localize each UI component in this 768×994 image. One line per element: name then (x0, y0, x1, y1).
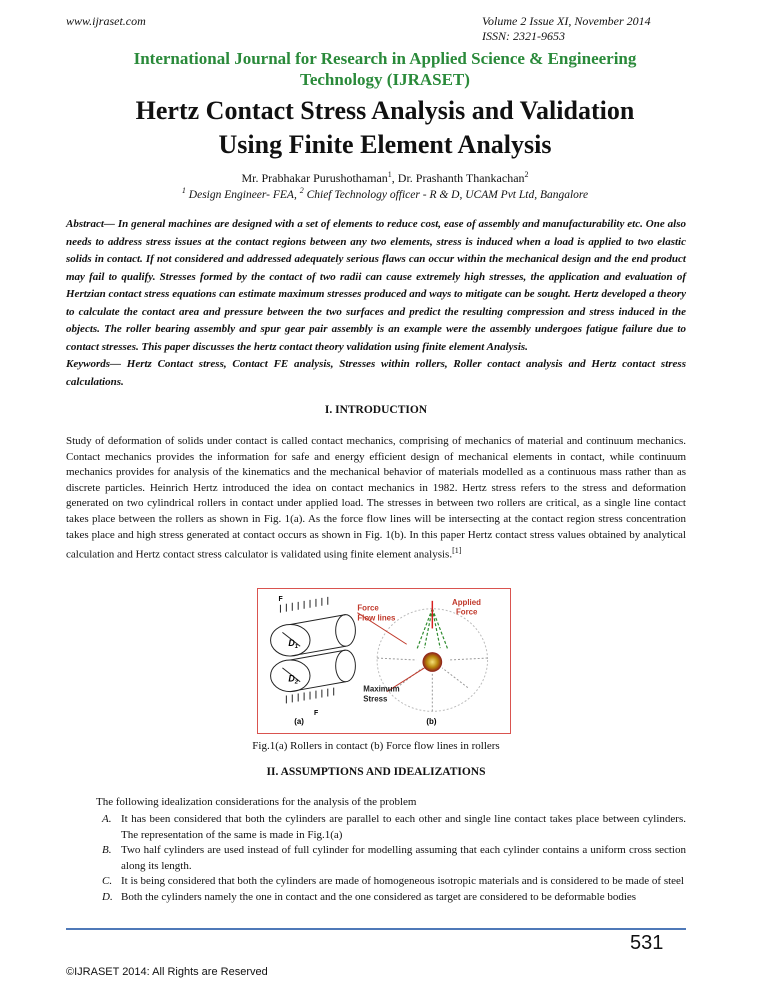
list-marker: D. (102, 890, 113, 903)
list-item (66, 874, 686, 890)
label-applied-force: Force (456, 607, 478, 617)
list-item-text: Both the cylinders namely the one in contact and the one considered as target are considered to be deformable bodies (121, 890, 637, 903)
assumptions-intro: The following idealization considerations for the analysis of the problem (96, 796, 417, 808)
header-issn: ISSN: 2321-9653 (482, 29, 565, 43)
keywords: Keywords— Hertz Contact stress, Contact FE analysis, Stresses within rollers, Roller contact analysis and Hertz contact stress calculations. (66, 358, 686, 388)
label-d2: $D_2$ (288, 673, 299, 686)
section-heading-introduction: I. INTRODUCTION (324, 404, 428, 416)
section-heading-assumptions: II. ASSUMPTIONS AND IDEALIZATIONS (266, 766, 486, 778)
label-applied: Applied (452, 597, 481, 607)
footer-divider (66, 928, 686, 930)
abstract-text: Abstract— In general machines are designed with a set of elements to reduce cost, ease of assembly and manufacturability etc. One also needs to address stress issues at the contact regions between any two elements, stress is induced when a load is applied to two elastic solids in contact. If not considered and addressed adequately serious flaws can occur within the mechanical design and the end product may fail to qualify. Stresses formed by the contact of two radii can cause extremely high stresses, the application and evaluation of Hertzian contact stress equations can estimate maximum stresses produced and ways to mitigate can be sought. Hertz developed a theory to calculate the contact area and pressure between the two surfaces and predict the resulting compression and stress induced in the objects. The roller bearing assembly and spur gear pair assembly is an example were the assembly undergoes fatigue failure due to contact stresses. This paper discusses the hertz contact theory validation using finite element Analysis. (66, 218, 686, 353)
list-item-text: Two half cylinders are used instead of full cylinder for modelling assuming that each cylinder contains a uniform cross section along its length. (121, 844, 686, 872)
label-force-b: F (313, 710, 319, 718)
top-force-arrows (280, 597, 327, 613)
title-line1: Hertz Contact Stress Analysis and Validation (135, 96, 635, 125)
header-volume-issn (482, 14, 651, 44)
affil-2: Chief Technology officer - R & D, UCAM Pvt Ltd, Bangalore (303, 188, 589, 201)
label-flow-lines: Flow lines (357, 613, 396, 623)
author-separator: , (391, 171, 398, 185)
bottom-force-arrows (286, 688, 333, 704)
rollers-diagram (271, 597, 356, 704)
page-number: 531 (630, 932, 664, 954)
abstract (66, 216, 686, 391)
header-volume: Volume 2 Issue XI, November 2014 (482, 14, 651, 28)
figure-1-graphic (258, 589, 510, 733)
list-marker: B. (102, 844, 112, 857)
list-item (66, 890, 686, 906)
affil-sup-2: 2 (299, 186, 304, 195)
author-2-sup: 2 (524, 170, 529, 179)
journal-name (80, 48, 690, 90)
label-force: Force (357, 603, 379, 613)
authors (60, 170, 710, 186)
author-1-sup: 1 (387, 170, 392, 179)
label-sub-b: (b) (426, 717, 437, 727)
list-item-text: It has been considered that both the cylinders are parallel to each other and single line contact takes place between cylinders. The representation of the same is made in Fig.1(a) (121, 813, 686, 841)
journal-name-line1: International Journal for Research in Applied Science & Engineering (133, 49, 637, 68)
label-sub-a: (a) (294, 717, 304, 727)
list-item (66, 843, 686, 874)
header-website: www.ijraset.com (66, 14, 146, 28)
label-stress: Stress (363, 694, 388, 704)
title-line2: Using Finite Element Analysis (218, 130, 552, 159)
journal-name-line2: Technology (IJRASET) (300, 70, 470, 89)
label-maximum: Maximum (363, 684, 400, 694)
affil-1: Design Engineer- FEA, (185, 188, 300, 201)
label-d1: $D_1$ (288, 638, 299, 651)
label-force-a: F (278, 595, 283, 603)
author-1: Mr. Prabhakar Purushothaman (241, 171, 388, 185)
introduction-paragraph (66, 434, 686, 563)
affil-sup-1: 1 (181, 186, 186, 195)
maximum-stress-point (422, 652, 442, 672)
citation-ref: [1] (452, 546, 462, 556)
assumptions-list (66, 812, 686, 906)
figure-1 (257, 588, 511, 734)
copyright: ©IJRASET 2014: All Rights are Reserved (66, 966, 268, 978)
figure-caption: Fig.1(a) Rollers in contact (b) Force flow lines in rollers (252, 740, 500, 752)
author-2: Dr. Prashanth Thankachan (397, 171, 525, 185)
list-marker: C. (102, 875, 113, 888)
introduction-text: Study of deformation of solids under contact is called contact mechanics, comprising of mechanics of material and continuum mechanics. Contact mechanics provides the information for safe and energy efficient design of mechanical elements in contact, while continuum mechanics provides for analysis of the kinematics and the mechanical behavior of materials modelled as a continuous mass rather than as discrete particles. Heinrich Hertz introduced the idea on contact mechanics in 1982. Hertz stress refers to the stress and deformation generated on two cylindrical rollers in contact under applied load. The stresses in between two rollers are critical, as a single line contact takes place between the rollers as shown in Fig. 1(a). As the force flow lines will be intersecting at the contact region stress concentration takes place and high stress generated at contact occurs as shown in Fig. 1(b). In this paper Hertz contact stress values obtained by analytical calculation and Hertz contact stress calculator is validated using finite element analysis. (66, 435, 686, 561)
list-item-text: It is being considered that both the cylinders are made of homogeneous isotropic materials and is considered to be made of steel (121, 875, 684, 888)
list-item (66, 812, 686, 843)
list-marker: A. (102, 813, 112, 825)
page-title (60, 94, 710, 162)
affiliations (60, 186, 710, 201)
